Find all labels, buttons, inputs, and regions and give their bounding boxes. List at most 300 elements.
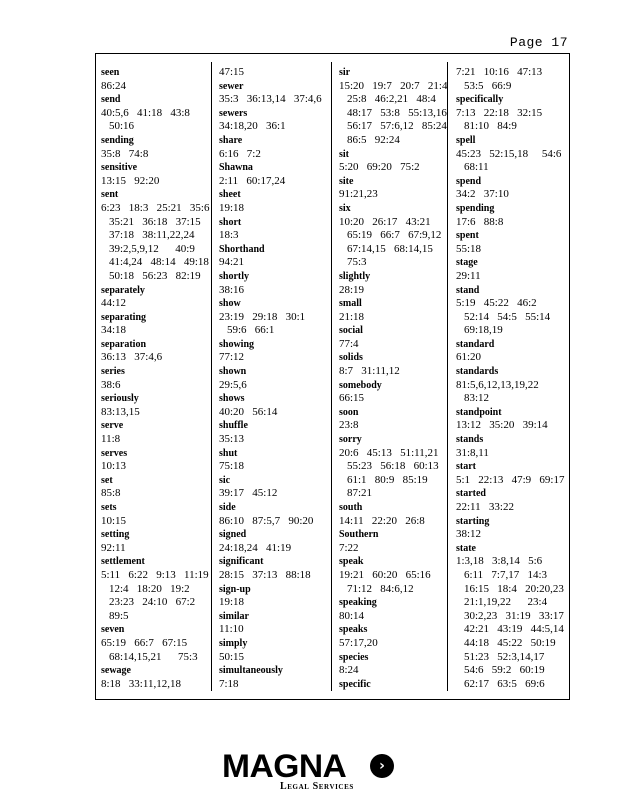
index-term: Shorthand: [219, 243, 265, 255]
page-line-reference: 59:6 66:1: [227, 324, 275, 337]
page-line-reference: 37:18 38:11,22,24: [109, 229, 195, 242]
page-line-reference: 19:21 60:20 65:16: [339, 568, 431, 581]
index-entry: [456, 515, 574, 542]
page-line-reference: 10:15: [101, 514, 127, 527]
index-term: signed: [219, 529, 247, 541]
page-line-reference: 50:16: [109, 120, 135, 133]
index-term: state: [456, 542, 476, 554]
page-line-reference: 11:10: [219, 623, 244, 636]
index-entry: [339, 66, 447, 148]
index-entry: [219, 637, 334, 664]
index-term: standards: [456, 366, 499, 378]
page-line-reference: 5:20 69:20 75:2: [339, 161, 420, 174]
page-line-reference: 41:4,24 48:14 49:18: [109, 256, 209, 269]
index-term: sir: [339, 67, 351, 78]
index-entry: [339, 202, 447, 270]
page-line-reference: 7:13 22:18 32:15: [456, 106, 543, 119]
index-entry: [456, 406, 574, 433]
index-references: [219, 433, 334, 447]
page-line-reference: 85:8: [101, 487, 121, 500]
page-line-reference: 86:5 92:24: [347, 133, 400, 146]
index-references: [456, 297, 574, 338]
index-references: [456, 188, 574, 202]
index-entry: [339, 297, 447, 324]
index-entry: [219, 528, 334, 555]
index-references: [456, 216, 574, 230]
index-references: [101, 148, 215, 162]
index-references: [339, 161, 447, 175]
index-term: specific: [339, 678, 371, 690]
page-line-reference: 42:21 43:19 44:5,14: [464, 623, 564, 636]
page-line-reference: 68:11: [464, 161, 489, 174]
index-term: serves: [101, 447, 128, 459]
index-entry: [219, 365, 334, 392]
index-term: setting: [101, 529, 130, 541]
index-term: show: [219, 298, 241, 310]
page-line-reference: 10:13: [101, 460, 127, 473]
index-references: [339, 637, 447, 651]
index-entry: [219, 188, 334, 215]
page-line-reference: 30:2,23 31:19 33:17: [464, 609, 564, 622]
page-line-reference: 28:15 37:13 88:18: [219, 568, 311, 581]
index-entry: [219, 501, 334, 528]
page-line-reference: 23:19 29:18 30:1: [219, 310, 306, 323]
index-references: [219, 256, 334, 270]
index-entry: [219, 610, 334, 637]
index-entry: [339, 501, 447, 528]
index-term: species: [339, 651, 369, 663]
index-term: solids: [339, 352, 363, 364]
index-references: [101, 202, 215, 284]
index-entry: [101, 365, 215, 392]
page-line-reference: 40:5,6 41:18 43:8: [101, 106, 190, 119]
index-references: [219, 148, 334, 162]
index-entry: [219, 419, 334, 446]
page-line-reference: 19:18: [219, 596, 245, 609]
page-line-reference: 48:17 53:8 55:13,16: [347, 106, 447, 119]
index-entry: [219, 447, 334, 474]
page-line-reference: 13:12 35:20 39:14: [456, 419, 548, 432]
index-entry: [101, 528, 215, 555]
index-references: [339, 216, 447, 270]
index-term: started: [456, 488, 486, 500]
page-line-reference: 69:18,19: [464, 324, 503, 337]
page-line-reference: 23:8: [339, 419, 359, 432]
index-entry: [101, 284, 215, 311]
page-line-reference: 65:19 66:7 67:9,12: [347, 229, 442, 242]
index-entry: [101, 474, 215, 501]
index-entry: [339, 651, 447, 678]
page-line-reference: 29:11: [456, 269, 481, 282]
index-term: speaks: [339, 624, 368, 636]
page-line-reference: 12:4 18:20 19:2: [109, 582, 190, 595]
page-line-reference: 35:8 74:8: [101, 147, 149, 160]
page-line-reference: 38:16: [219, 283, 245, 296]
page-line-reference: 83:13,15: [101, 405, 140, 418]
index-term: site: [339, 175, 354, 187]
index-term: similar: [219, 610, 249, 622]
page-line-reference: 80:14: [339, 609, 365, 622]
index-term: six: [339, 202, 351, 214]
page-line-reference: 54:6 59:2 60:19: [464, 664, 545, 677]
page-line-reference: 77:4: [339, 337, 359, 350]
index-references: [219, 284, 334, 298]
index-entry: [339, 148, 447, 175]
index-references: [101, 107, 215, 134]
index-term: Shawna: [219, 162, 253, 174]
page-line-reference: 31:8,11: [456, 446, 489, 459]
index-term: separating: [101, 311, 146, 323]
column-divider: [331, 62, 332, 691]
index-entry: [219, 555, 334, 582]
page-line-reference: 92:11: [101, 541, 126, 554]
index-term: seen: [101, 67, 120, 78]
index-entry: [456, 175, 574, 202]
index-entry: [339, 596, 447, 623]
page-line-reference: 21:1,19,22 23:4: [464, 596, 548, 609]
index-references: [219, 229, 334, 243]
index-references: [339, 188, 447, 202]
index-term: series: [101, 366, 125, 378]
index-term: Southern: [339, 529, 379, 541]
index-term: stands: [456, 434, 484, 446]
index-term: significant: [219, 556, 264, 568]
page-line-reference: 61:20: [456, 351, 482, 364]
index-term: simultaneously: [219, 665, 283, 677]
index-entry: [101, 338, 215, 365]
index-entry: [219, 216, 334, 243]
index-references: [219, 460, 334, 474]
page-line-reference: 94:21: [219, 256, 245, 269]
index-references: [219, 175, 334, 189]
index-references: [456, 501, 574, 515]
page-line-reference: 53:5 66:9: [464, 79, 512, 92]
page-line-reference: 14:11 22:20 26:8: [339, 514, 425, 527]
index-references: [219, 487, 334, 501]
page-line-reference: 6:16 7:2: [219, 147, 261, 160]
index-term: spent: [456, 230, 479, 242]
index-entry: [219, 392, 334, 419]
index-entry: [101, 134, 215, 161]
index-term: stand: [456, 284, 480, 296]
index-references: [219, 596, 334, 610]
index-entry: [456, 93, 574, 134]
index-term: settlement: [101, 556, 145, 568]
page-line-reference: 77:12: [219, 351, 245, 364]
index-column-4: [451, 66, 574, 691]
index-references: [101, 324, 215, 338]
index-term: shortly: [219, 270, 249, 282]
index-references: [456, 555, 574, 691]
index-column-3: [334, 66, 447, 691]
page-line-reference: 5:11 6:22 9:13 11:19: [101, 568, 209, 581]
index-term: sic: [219, 474, 231, 486]
page-line-reference: 87:21: [347, 487, 373, 500]
page-line-reference: 86:10 87:5,7 90:20: [219, 514, 314, 527]
page-line-reference: 8:24: [339, 664, 359, 677]
index-term: sheet: [219, 189, 241, 201]
page-line-reference: 15:20 19:7 20:7 21:4: [339, 79, 447, 92]
index-entry: [219, 107, 334, 134]
index-term: specifically: [456, 94, 504, 106]
index-entry: [101, 555, 215, 623]
page-line-reference: 39:17 45:12: [219, 487, 278, 500]
index-entry: [456, 542, 574, 691]
index-term: short: [219, 216, 242, 228]
index-references: [101, 460, 215, 474]
index-entry: [456, 338, 574, 365]
page-line-reference: 55:18: [456, 242, 482, 255]
page-label: Page 17: [509, 35, 568, 50]
index-entry: [339, 678, 447, 691]
logo-subtitle: Legal Services: [280, 781, 354, 792]
index-references: [456, 351, 574, 365]
index-term: share: [219, 134, 243, 146]
index-references: [339, 311, 447, 325]
page-line-reference: 75:18: [219, 460, 245, 473]
index-references: [456, 270, 574, 284]
index-term: somebody: [339, 379, 382, 391]
index-term: speak: [339, 556, 364, 568]
index-entry: [219, 664, 334, 691]
index-entry: [339, 324, 447, 351]
page-line-reference: 66:15: [339, 392, 365, 405]
page-line-reference: 55:23 56:18 60:13: [347, 460, 439, 473]
index-term: side: [219, 502, 236, 513]
index-references: [219, 379, 334, 393]
page-line-reference: 35:3 36:13,14 37:4,6: [219, 93, 322, 106]
index-term: standpoint: [456, 406, 502, 418]
page-line-reference: 28:19: [339, 283, 365, 296]
index-term: spell: [456, 134, 476, 146]
page-line-reference: 62:17 63:5 69:6: [464, 677, 545, 690]
index-term: social: [339, 325, 363, 337]
page-line-reference: 22:11 33:22: [456, 501, 514, 513]
page-line-reference: 7:18: [219, 677, 239, 690]
index-entry: [456, 284, 574, 338]
index-references: [219, 542, 334, 556]
page-line-reference: 75:3: [347, 256, 367, 269]
page-line-reference: 61:1 80:9 85:19: [347, 473, 428, 486]
index-term: sets: [101, 502, 117, 513]
index-term: set: [101, 474, 113, 486]
page-line-reference: 21:18: [339, 310, 365, 323]
index-term: sewer: [219, 80, 244, 92]
index-references: [339, 542, 447, 556]
index-term: sent: [101, 189, 119, 201]
page-line-reference: 81:5,6,12,13,19,22: [456, 378, 539, 391]
index-term: shown: [219, 366, 247, 378]
page-line-reference: 47:15: [219, 66, 245, 78]
index-term: shows: [219, 393, 245, 405]
page-line-reference: 44:12: [101, 297, 127, 310]
index-references: [339, 338, 447, 352]
page-line-reference: 5:19 45:22 46:2: [456, 297, 537, 310]
index-entry: [219, 243, 334, 270]
page-line-reference: 29:5,6: [219, 378, 247, 391]
index-term: serve: [101, 420, 124, 432]
page-line-reference: 18:3: [219, 229, 239, 242]
word-index-box: [95, 53, 570, 700]
index-references: [219, 202, 334, 216]
index-term: shuffle: [219, 420, 248, 432]
index-references: [456, 528, 574, 542]
index-entry: [339, 351, 447, 378]
index-term: sensitive: [101, 162, 138, 174]
index-references: [456, 379, 574, 406]
index-references: [219, 66, 334, 80]
index-term: slightly: [339, 270, 371, 282]
page-line-reference: 67:14,15 68:14,15: [347, 242, 433, 255]
index-references: [456, 419, 574, 433]
index-references: [101, 433, 215, 447]
page-line-reference: 11:8: [101, 433, 121, 446]
column-divider: [211, 62, 212, 691]
index-references: [219, 678, 334, 691]
index-entry: [339, 623, 447, 650]
index-references: [339, 419, 447, 433]
index-references: [219, 651, 334, 665]
index-term: sorry: [339, 434, 362, 446]
page-line-reference: 8:18 33:11,12,18: [101, 677, 181, 690]
index-references: [339, 515, 447, 529]
page-line-reference: 52:14 54:5 55:14: [464, 310, 551, 323]
index-term: separation: [101, 338, 146, 350]
index-references: [456, 107, 574, 134]
index-entry: [456, 202, 574, 229]
index-entry: [101, 664, 215, 691]
page-line-reference: 17:6 88:8: [456, 215, 504, 228]
index-entry: [101, 419, 215, 446]
page-line-reference: 1:3,18 3:8,14 5:6: [456, 555, 543, 568]
index-references: [219, 93, 334, 107]
page-line-reference: 50:18 56:23 82:19: [109, 269, 201, 282]
index-references: [101, 678, 215, 691]
index-column-2: [214, 66, 334, 691]
index-entry: [219, 134, 334, 161]
index-references: [339, 284, 447, 298]
index-references: [101, 406, 215, 420]
page-line-reference: 34:2 37:10: [456, 188, 509, 201]
index-entry: [219, 270, 334, 297]
index-entry: [339, 528, 447, 555]
index-term: sewers: [219, 107, 248, 119]
index-entry: [101, 501, 215, 528]
index-references: [339, 664, 447, 678]
index-entry: [339, 379, 447, 406]
page-line-reference: 25:8 46:2,21 48:4: [347, 93, 436, 106]
index-entry: [456, 134, 574, 175]
index-entry: [101, 447, 215, 474]
index-term: send: [101, 94, 121, 106]
index-entry: [456, 365, 574, 406]
page-line-reference: 19:18: [219, 201, 245, 214]
index-entry: [219, 161, 334, 188]
page-line-reference: 16:15 18:4 20:20,23: [464, 582, 564, 595]
magna-logo: [222, 748, 397, 792]
index-references: [456, 447, 574, 461]
index-term: start: [456, 461, 476, 473]
index-references: [101, 487, 215, 501]
index-entry: [339, 175, 447, 202]
index-references: [101, 542, 215, 556]
index-entry: [101, 392, 215, 419]
logo-wordmark: MAGNA: [222, 748, 347, 784]
page-line-reference: 34:18,20 36:1: [219, 120, 286, 133]
index-entry: [101, 93, 215, 134]
index-term: showing: [219, 338, 255, 350]
index-references: [101, 569, 215, 623]
page-line-reference: 40:20 56:14: [219, 405, 278, 418]
index-column-1: [96, 66, 215, 691]
index-entry: [456, 66, 574, 93]
index-entry: [339, 270, 447, 297]
index-term: shut: [219, 447, 238, 459]
index-entry: [101, 311, 215, 338]
index-entry: [339, 555, 447, 596]
index-references: [456, 243, 574, 257]
index-entry: [101, 161, 215, 188]
page-line-reference: 24:18,24 41:19: [219, 541, 292, 554]
index-term: seriously: [101, 393, 139, 405]
index-term: south: [339, 502, 363, 513]
index-references: [456, 66, 574, 93]
index-references: [219, 120, 334, 134]
page-line-reference: 71:12 84:6,12: [347, 582, 414, 595]
index-term: sending: [101, 134, 134, 146]
page-line-reference: 2:11 60:17,24: [219, 174, 286, 187]
page-line-reference: 86:24: [101, 79, 127, 92]
page-line-reference: 10:20 26:17 43:21: [339, 215, 431, 228]
page-line-reference: 23:23 24:10 67:2: [109, 596, 196, 609]
page-line-reference: 81:10 84:9: [464, 120, 517, 133]
index-references: [219, 623, 334, 637]
page-line-reference: 20:6 45:13 51:11,21: [339, 446, 439, 459]
index-term: spend: [456, 175, 482, 187]
page-line-reference: 6:11 7:7,17 14:3: [464, 568, 548, 581]
index-term: speaking: [339, 597, 377, 609]
page-line-reference: 45:23 52:15,18 54:6: [456, 147, 562, 160]
page-line-reference: 39:2,5,9,12 40:9: [109, 242, 195, 255]
index-references: [219, 351, 334, 365]
column-divider: [447, 62, 448, 691]
page-line-reference: 56:17 57:6,12 85:24: [347, 120, 447, 133]
index-entry: [219, 583, 334, 610]
index-term: starting: [456, 515, 490, 527]
index-references: [219, 406, 334, 420]
index-references: [101, 351, 215, 365]
index-entry: [219, 338, 334, 365]
index-term: soon: [339, 406, 359, 418]
index-references: [456, 148, 574, 175]
page-line-reference: 7:21 10:16 47:13: [456, 66, 543, 78]
page-line-reference: 8:7 31:11,12: [339, 365, 400, 378]
index-entry: [219, 474, 334, 501]
index-term: spending: [456, 202, 495, 214]
index-references: [339, 569, 447, 596]
index-entry: [456, 256, 574, 283]
index-entry: [101, 188, 215, 283]
page-line-reference: 36:13 37:4,6: [101, 351, 163, 364]
index-term: stage: [456, 257, 478, 269]
index-entry: [219, 66, 334, 80]
index-entry: [456, 460, 574, 487]
page-line-reference: 35:21 36:18 37:15: [109, 215, 201, 228]
index-entry: [101, 623, 215, 664]
index-references: [219, 569, 334, 583]
index-references: [101, 379, 215, 393]
index-entry: [339, 406, 447, 433]
